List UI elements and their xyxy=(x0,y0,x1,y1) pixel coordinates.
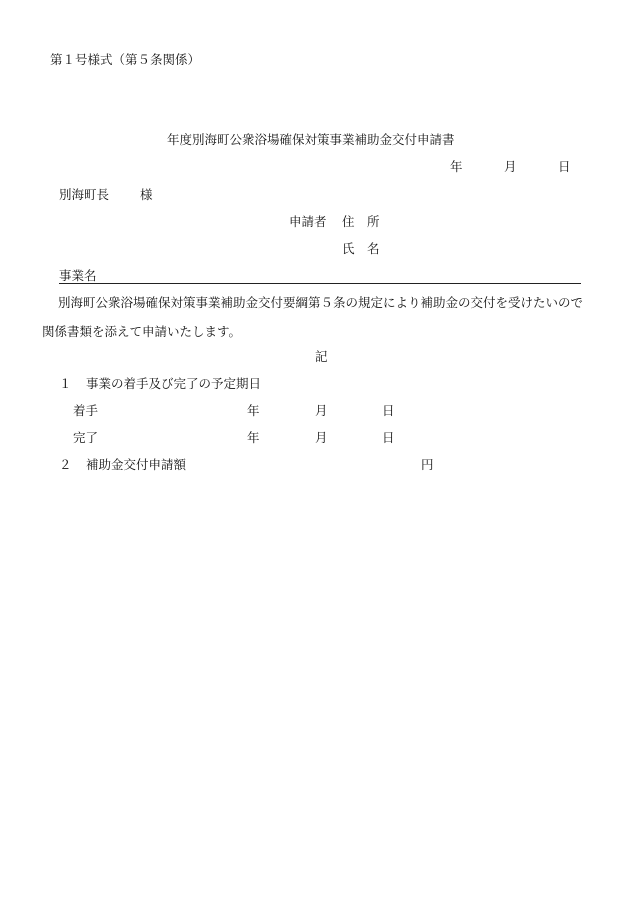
applicant-label: 申請者 xyxy=(289,214,327,229)
end-label: 完了 xyxy=(73,430,99,445)
applicant-name-label: 氏 名 xyxy=(342,241,380,256)
start-day-label: 日 xyxy=(382,403,395,418)
item-2-unit: 円 xyxy=(421,457,434,472)
start-year-label: 年 xyxy=(247,403,260,418)
end-month-label: 月 xyxy=(315,430,328,445)
date-year-label: 年 xyxy=(450,159,463,174)
project-name-label: 事業名 xyxy=(59,268,97,283)
project-name-underline xyxy=(59,283,581,284)
date-day-label: 日 xyxy=(558,159,571,174)
form-number: 第１号様式（第５条関係） xyxy=(50,52,201,67)
body-paragraph: 別海町公衆浴場確保対策事業補助金交付要綱第５条の規定により補助金の交付を受けたいので関係書類を添えて申請いたします。 xyxy=(42,295,584,339)
date-month-label: 月 xyxy=(504,159,517,174)
ki-heading: 記 xyxy=(315,349,328,364)
start-month-label: 月 xyxy=(315,403,328,418)
item-1-label: 事業の着手及び完了の予定期日 xyxy=(86,376,262,391)
addressee-name: 別海町長 xyxy=(59,187,110,202)
document-title: 年度別海町公衆浴場確保対策事業補助金交付申請書 xyxy=(167,132,455,147)
addressee-honorific: 様 xyxy=(140,187,153,202)
item-1-number: １ xyxy=(59,376,72,391)
end-year-label: 年 xyxy=(247,430,260,445)
end-day-label: 日 xyxy=(382,430,395,445)
item-2-number: ２ xyxy=(59,457,72,472)
item-2-label: 補助金交付申請額 xyxy=(86,457,187,472)
start-label: 着手 xyxy=(73,403,99,418)
applicant-address-label: 住 所 xyxy=(342,214,380,229)
